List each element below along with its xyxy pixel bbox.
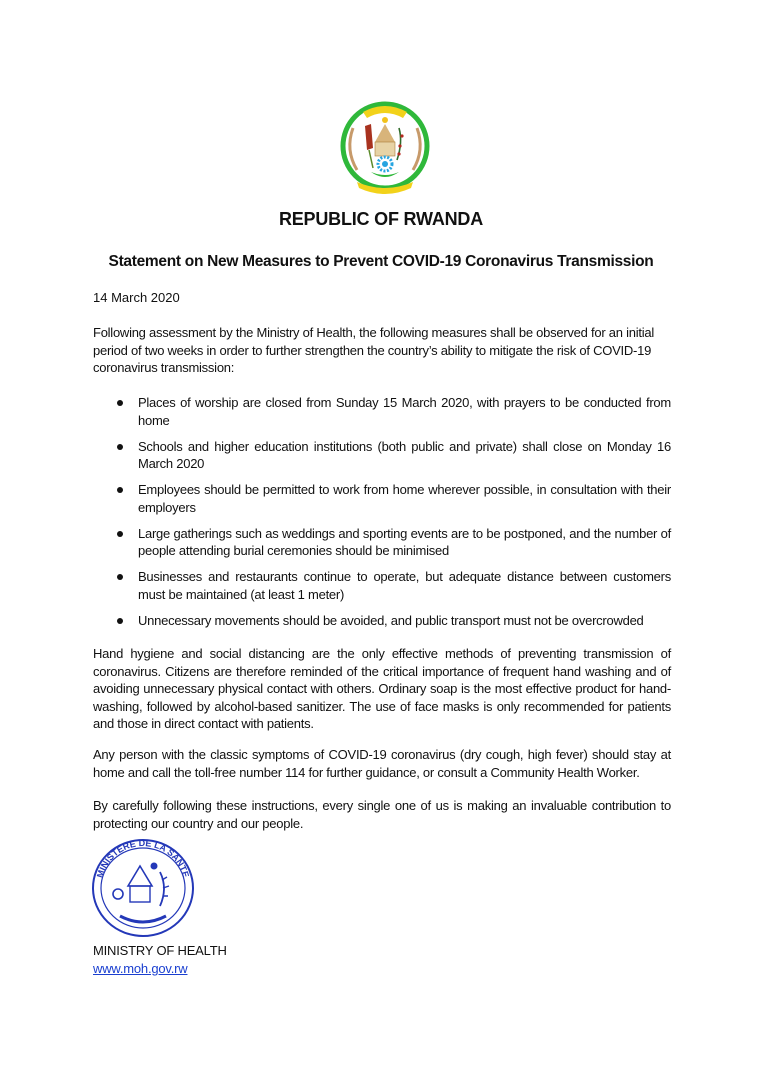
bullet-icon [117,574,123,580]
measure-text: Schools and higher education institutions (both public and private) shall close on Monday 16 March 2020 [138,438,671,471]
measure-item [93,568,671,603]
closing-paragraph: By carefully following these instructions, every single one of us is making an invaluable contribution to protecting our country and our people. [93,798,671,831]
measure-text: Employees should be permitted to work from home wherever possible, in consultation with their employers [138,482,671,515]
measures-list [93,394,671,638]
intro-paragraph: Following assessment by the Ministry of Health, the following measures shall be observed for an initial period of two weeks in order to further strengthen the country’s ability to mitigate the risk of COVID-19 coronavirus transmission: [93,325,654,375]
measure-item [93,394,671,429]
ministry-name: MINISTRY OF HEALTH [93,943,227,958]
bullet-icon [117,400,123,406]
bullet-icon [117,444,123,450]
svg-text:MINISTERE DE LA SANTE: MINISTERE DE LA SANTE [94,837,191,879]
hygiene-paragraph: Hand hygiene and social distancing are the only effective methods of preventing transmission of coronavirus. Citizens are therefore reminded of the critical importance of frequent hand washing and of avoiding unnecessary physical contact with others. Ordinary soap is the most effective product for hand-washing, followed by alcohol-based sanitizer. The use of face masks is only recommended for patients and those in direct contact with patients. [93,646,671,731]
measure-text: Unnecessary movements should be avoided, and public transport must not be overcrowded [138,612,644,628]
symptoms-paragraph: Any person with the classic symptoms of COVID-19 coronavirus (dry cough, high fever) should stay at home and call the toll-free number 114 for further guidance, or consult a Community Health Worker. [93,747,671,780]
page-title: REPUBLIC OF RWANDA [278,209,484,229]
statement-date: 14 March 2020 [93,290,180,305]
ministry-website-link[interactable]: www.moh.gov.rw [93,961,188,976]
measure-text: Businesses and restaurants continue to operate, but adequate distance between customers must be maintained (at least 1 meter) [138,569,671,602]
measure-item [93,525,671,560]
measure-item [93,438,671,473]
ministry-of-health-stamp-icon [88,836,198,941]
measure-text: Places of worship are closed from Sunday 15 March 2020, with prayers to be conducted from home [138,395,671,428]
rwanda-coat-of-arms-icon [337,98,433,202]
measure-item [93,481,671,516]
statement-subtitle: Statement on New Measures to Prevent COVID-19 Coronavirus Transmission [108,253,654,270]
bullet-icon [117,618,123,624]
measure-item [93,612,671,630]
bullet-icon [117,487,123,493]
measure-text: Large gatherings such as weddings and sporting events are to be postponed, and the number of people attending burial ceremonies should be minimised [138,525,671,558]
bullet-icon [117,531,123,537]
